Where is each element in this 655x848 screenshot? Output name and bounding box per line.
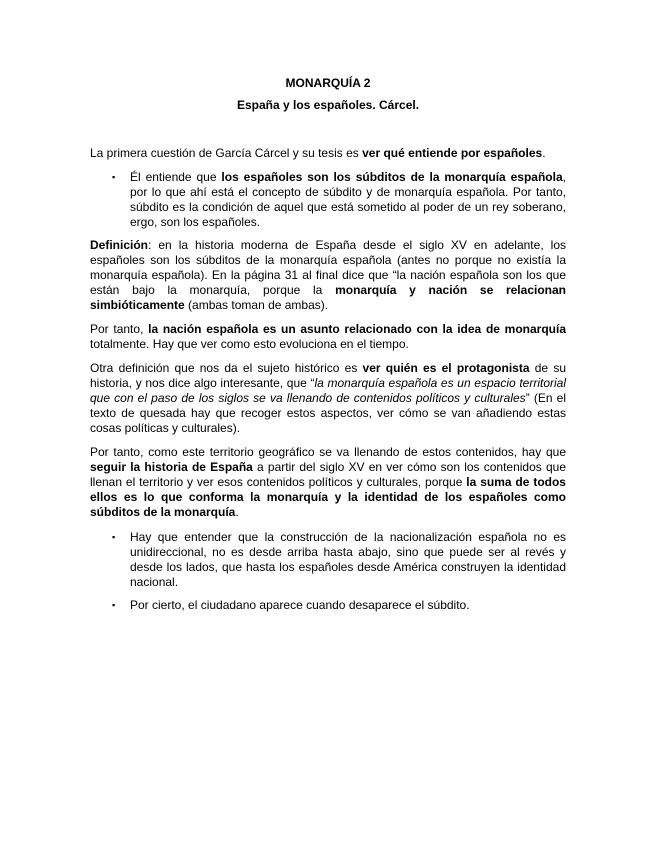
otra-paragraph xyxy=(90,361,566,436)
square-bullet-icon: ▪ xyxy=(112,172,116,182)
otra-italic-1: la monarquía española es un espacio territorial que con el paso de los siglos se va llenando de contenidos políticos y culturales xyxy=(90,376,566,405)
definicion-bold-1: Definición xyxy=(90,238,149,252)
portanto1-text-1: Por tanto, xyxy=(90,322,149,336)
square-bullet-icon: ▪ xyxy=(112,532,116,542)
portanto2-bold-2: la suma de todos ellos es lo que conforma la monarquía y la identidad de los españoles como súbditos de la monarquía xyxy=(90,475,566,519)
intro-bold-1: ver qué entiende por españoles xyxy=(362,146,543,160)
definicion-bold-2: monarquía y nación se relacionan simbióticamente xyxy=(90,283,566,312)
portanto2-text-3: . xyxy=(235,505,239,519)
portanto2-paragraph xyxy=(90,445,566,520)
otra-text-3: ” (En el texto de quesada hay que recoger estos aspectos, ver cómo se van añadiendo estas cosas políticas y culturales). xyxy=(90,391,566,435)
otra-bold-1: ver quién es el protagonista xyxy=(362,361,530,375)
list-item xyxy=(90,598,566,613)
bullet-list-1 xyxy=(90,170,566,230)
bullet1-text-1: Él entiende que xyxy=(130,170,222,184)
portanto1-paragraph xyxy=(90,322,566,352)
portanto1-bold-1: la nación española es un asunto relacionado con la idea de monarquía xyxy=(148,322,566,336)
list-item xyxy=(90,530,566,590)
intro-text-2: . xyxy=(542,146,546,160)
document-title: MONARQUÍA 2 xyxy=(285,76,371,90)
bullet1-bold-1: los españoles son los súbditos de la monarquía española xyxy=(221,170,563,184)
square-bullet-icon: ▪ xyxy=(112,600,116,610)
definicion-text-2: (ambas toman de ambas). xyxy=(184,298,329,312)
list-item xyxy=(90,170,566,230)
portanto2-bold-1: seguir la historia de España xyxy=(90,460,253,474)
portanto2-text-1: Por tanto, como este territorio geográfico se va llenando de estos contenidos, hay que xyxy=(90,445,566,459)
document-page xyxy=(90,76,566,621)
bullet3-text: Por cierto, el ciudadano aparece cuando desaparece el súbdito. xyxy=(130,598,470,612)
intro-text-1: La primera cuestión de García Cárcel y su tesis es xyxy=(90,146,363,160)
definicion-paragraph xyxy=(90,238,566,313)
otra-text-2: de su historia, y nos dice algo interesante, que “ xyxy=(90,361,566,390)
intro-paragraph xyxy=(90,146,566,161)
bullet1-text-2: , por lo que ahí está el concepto de súbdito y de monarquía española. Por tanto, súbdito es la condición de aquel que está sometido al poder de un rey soberano, ergo, son los españoles. xyxy=(130,170,566,229)
definicion-text-1: : en la historia moderna de España desde el siglo XV en adelante, los españoles son los súbditos de la monarquía española (antes no porque no existía la monarquía española). En la página 31 al final dice que “la nación española son los que están bajo la monarquía, porque la xyxy=(90,238,566,297)
bullet2-text: Hay que entender que la construcción de la nacionalización española no es unidireccional, no es desde arriba hasta abajo, sino que puede ser al revés y desde los lados, que hasta los españoles desde América construyen la identidad nacional. xyxy=(130,530,566,589)
portanto2-text-2: a partir del siglo XV en ver cómo son los contenidos que llenan el territorio y ver esos contenidos políticos y culturales, porque xyxy=(90,460,566,489)
portanto1-text-2: totalmente. Hay que ver como esto evoluciona en el tiempo. xyxy=(90,337,409,351)
document-subtitle: España y los españoles. Cárcel. xyxy=(236,98,420,112)
bullet-list-2 xyxy=(90,530,566,613)
otra-text-1: Otra definición que nos da el sujeto histórico es xyxy=(90,361,363,375)
